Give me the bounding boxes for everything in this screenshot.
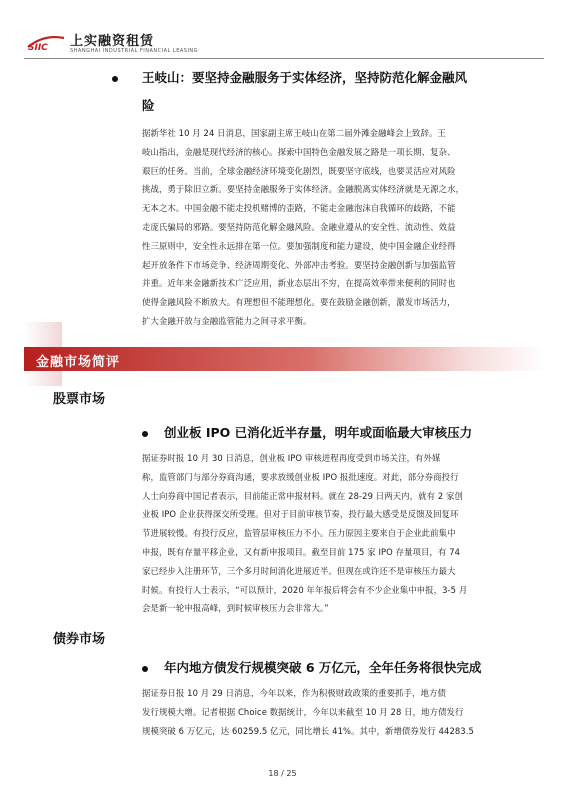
stock-heading: 股票市场 [53, 392, 106, 407]
paragraph-line: 规模突破 6 万亿元，达 60259.5 亿元，同比增长 41%。其中，新增债券发行 44283.5 [142, 725, 474, 736]
article-title: 王岐山：要坚持金融服务于实体经济，坚持防范化解金融风 [142, 70, 468, 85]
paragraph-line: 使得金融风险不断放大。有理想但不能理想化。要在鼓励金融创新，激发市场活力， [142, 297, 456, 308]
page-number: 18 / 25 [268, 769, 297, 778]
article-title-cont: 险 [142, 98, 155, 113]
paragraph-line: 挑战，勇于除旧立新。要坚持金融服务于实体经济。金融脱离实体经济就是无源之水， [142, 184, 465, 195]
company-name-en: SHANGHAI INDUSTRIAL FINANCIAL LEASING [70, 48, 199, 54]
paragraph-line: 扩大金融开放与金融监管能力之间寻求平衡。 [142, 316, 312, 326]
paragraph-line: 发行规模大增。记者根据 Choice 数据统计，今年以来截至 10 月 28 日，地方债发行 [142, 706, 464, 717]
paragraph-line: 起开放条件下市场竞争、经济周期变化、外部冲击考验。要坚持金融创新与加强监管 [142, 259, 456, 270]
stock-article-title: 创业板 IPO 已消化近半存量，明年或面临最大审核压力 [164, 425, 473, 440]
bond-heading: 债券市场 [53, 632, 106, 647]
company-name: 上实融资租赁 [70, 34, 155, 49]
paragraph-line: 节进展较慢。有投行反应，监管层审核压力不小。压力原因主要来自于企业此前集中 [142, 528, 456, 539]
paragraph-line: 据证券日报 10 月 29 日消息，今年以来，作为积极财政政策的重要抓手，地方债 [142, 688, 446, 698]
paragraph-line: 据新华社 10 月 24 日消息，国家副主席王岐山在第二届外滩金融峰会上致辞。王 [142, 128, 446, 138]
paragraph-line: 据证券时报 10 月 30 日消息，创业板 IPO 审核进程再度受到市场关注，有外媒 [142, 453, 441, 463]
header-divider [24, 58, 544, 59]
paragraph-line: 并重。近年来金融新技术广泛应用，新业态层出不穷，在提高效率带来便利的同时也 [142, 278, 456, 289]
bond-article-title: 年内地方债发行规模突破 6 万亿元，全年任务将很快完成 [164, 660, 482, 675]
paragraph-line: 业板 IPO 企业获得深交所受理。但对于目前审核节奏，投行最大感受是反馈及回复环 [142, 509, 459, 520]
paragraph-line: 人士向券商中国记者表示，目前能正常申报材料。就在 28-29 日两天内，就有 2 家创 [142, 490, 463, 501]
bullet-icon [142, 666, 148, 672]
paragraph-line: 无本之木。中国金融不能走投机赌博的歪路，不能走金融泡沫自我循环的歧路，不能 [142, 203, 456, 214]
bullet-icon [142, 431, 148, 437]
paragraph-line: 艰巨的任务。当前，全球金融经济环境变化剧烈，既要坚守底线，也要灵活应对风险 [142, 165, 456, 176]
paragraph-line: 申报，既有存量平移企业，又有新申报项目。截至目前 175 家 IPO 存量项目，有 74 [142, 547, 461, 557]
paragraph-line: 走庞氏骗局的邪路。要坚持防范化解金融风险。金融业遵从的安全性、流动性、效益 [142, 222, 456, 232]
section-title: 金融市场简评 [36, 355, 121, 370]
paragraph-line: 家已经步入注册环节，三个多月时间消化进展近半。但现在或许还不是审核压力最大 [142, 565, 456, 576]
page-header [0, 0, 565, 62]
paragraph-line: 会是新一轮申报高峰，到时候审核压力会非常大。” [142, 603, 329, 614]
paragraph-line: 性三原则中，安全性永远排在第一位。要加强制度和能力建设，使中国金融企业经得 [142, 240, 456, 251]
paragraph-line: 称，监管部门与部分券商沟通，要求放缓创业板 IPO 报批速度。对此，部分券商投行 [142, 471, 459, 482]
paragraph-line: 时候。有投行人士表示，“可以预计，2020 年年报后将会有不少企业集中申报，3-5 月 [142, 584, 468, 595]
siic-logo-icon [26, 32, 66, 52]
paragraph-line: 岐山指出，金融是现代经济的核心。探索中国特色金融发展之路是一项长期、复杂、 [142, 146, 456, 157]
bullet-icon [112, 76, 118, 82]
svg-text:SIIC: SIIC [28, 43, 48, 52]
